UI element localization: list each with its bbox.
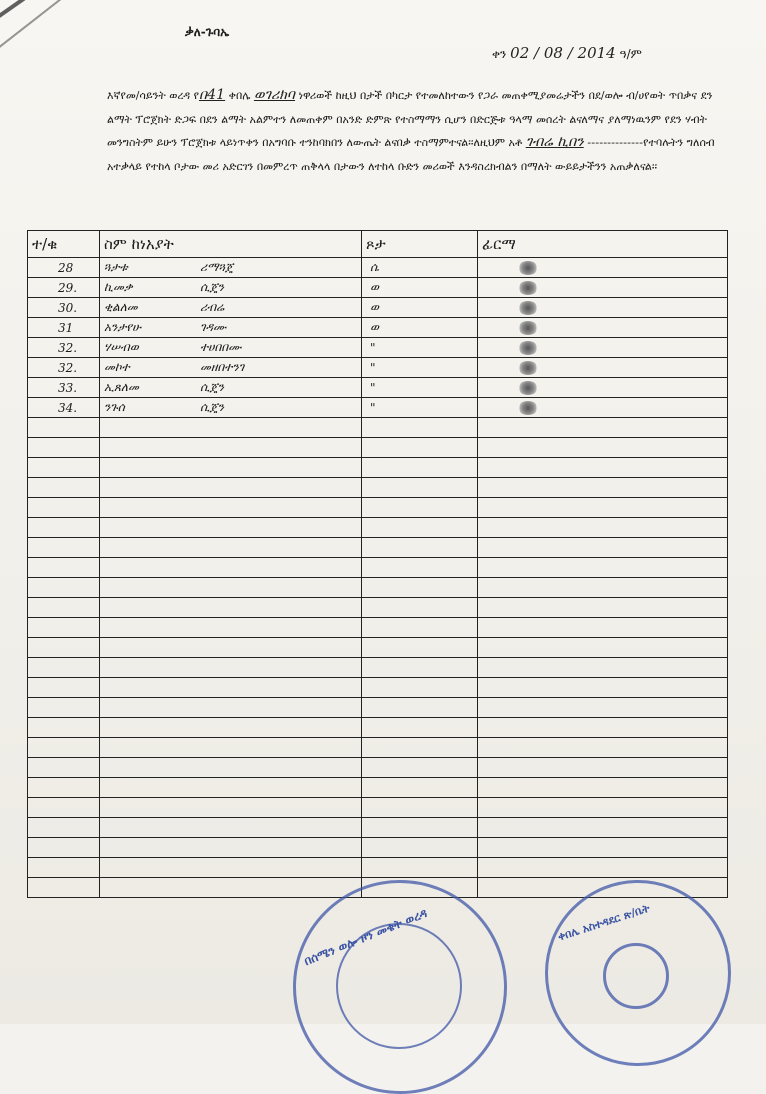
member-name [100,358,362,378]
table-row-empty [28,778,728,798]
first-name: መኮተ [104,360,130,374]
paragraph-text: --------------የተባሉትን ግለሰብ አተቃላይ የተከላ ቦታው መሪ አድርገን በመምረጥ ጠቅላላ በታውን ለተከላ ቡድን መሪወች እንዳስረክብልን በማለት ውይይታችንን አጠቃለናል፡፡ [107,136,715,173]
last-name: ሲጄን [200,380,224,394]
thumbprint-icon [518,341,538,355]
last-name: ሲጄን [200,280,224,294]
date-suffix: ዓ/ም [619,47,642,61]
table-row-empty [28,658,728,678]
thumbprint-icon [518,381,538,395]
table-row-empty [28,618,728,638]
table-row [28,338,728,358]
table-row-empty [28,418,728,438]
last-name: ሪማጓጄ [200,260,234,274]
table-row [28,398,728,418]
member-sex: " [362,378,478,398]
member-name [100,398,362,418]
signature-cell [478,298,728,318]
table-row-empty [28,818,728,838]
first-name: አንታየሁ [104,320,142,334]
signature-cell [478,398,728,418]
signature-cell [478,358,728,378]
member-name [100,278,362,298]
last-name: ገዳሙ [200,320,227,334]
document-title: ቃለ-ጉባኤ [185,25,230,39]
signature-cell [478,378,728,398]
table-row-empty [28,538,728,558]
member-sex: ወ [362,318,478,338]
paragraph-text: ቀበሌ [225,89,254,102]
member-name [100,318,362,338]
first-name: ቂልለመ [104,300,138,314]
row-number: 30. [28,298,100,318]
column-header-number: ተ/ቁ [28,231,100,258]
official-stamp-left [293,880,507,1094]
table-row-empty [28,438,728,458]
table-row-empty [28,638,728,658]
first-name: ኢጸለመ [104,380,139,394]
attendance-table [27,230,728,898]
member-sex: ወ [362,298,478,318]
stamp-left-text: በሰሜን ወሎ ዞን መቄት ወረዳ [301,905,430,969]
table-row-empty [28,698,728,718]
column-header-signature: ፊርማ [478,231,728,258]
member-sex: " [362,338,478,358]
table-row-empty [28,478,728,498]
row-number: 32. [28,338,100,358]
thumbprint-icon [518,261,538,275]
table-row [28,278,728,298]
paragraph-text: እኛየመ/ሳይንት ወረዳ የ [107,89,199,102]
member-name [100,338,362,358]
signature-cell [478,338,728,358]
thumbprint-icon [518,401,538,415]
row-number: 33. [28,378,100,398]
member-name [100,378,362,398]
member-sex: " [362,358,478,378]
table-row-empty [28,858,728,878]
signature-cell [478,258,728,278]
signature-cell [478,278,728,298]
first-name: ሃሠብወ [104,340,139,354]
first-name: ጓታቱ [104,260,128,274]
leader-name-handwritten: ገብሬ ኪበን [525,134,584,150]
thumbprint-icon [518,361,538,375]
table-row-empty [28,578,728,598]
row-number: 28 [28,258,100,278]
agreement-paragraph [107,84,737,178]
table-row-empty [28,758,728,778]
date-line [492,44,642,62]
kebele-handwritten: ወገሪክባ [253,87,296,103]
table-row-empty [28,458,728,478]
member-sex: " [362,398,478,418]
first-name: ኪመቃ [104,280,133,294]
table-header-row [28,231,728,258]
row-number: 32. [28,358,100,378]
table-row [28,378,728,398]
last-name: መዘበተንገ [200,360,245,374]
last-name: ተሀበበሙ [200,340,242,354]
table-row-empty [28,838,728,858]
table-row-empty [28,718,728,738]
table-row [28,258,728,278]
member-name [100,258,362,278]
thumbprint-icon [518,281,538,295]
paragraph-text: ነዋሪወች ከዚህ በታች በካርታ የተመለከተውን የጋራ መጠቀሚያመሬታችን በደ/ወሎ ብ/ሀየወት ጥበቃና ደን ልማት ፕሮጀክት ድጋፍ በደን ልማት አልምተን ለመጠቀም በአንድ ድምጽ የተስማማን ሲሆን በድርጅቱ ዓላማ መሰረት ልናለማና ያለማነዉንም የደን ሃብት መንግስትም ይሁን ፕሮጀክቱ ላይነጥቀን በአግባቡ ተንከባክበን ለውጤት ልናበቃ ተስማምተናል፡፡ለዚህም አቶ [107,89,713,149]
member-sex: ወ [362,278,478,298]
signature-cell [478,318,728,338]
table-row [28,318,728,338]
thumbprint-icon [518,301,538,315]
table-row-empty [28,558,728,578]
table-row-empty [28,738,728,758]
table-row-empty [28,598,728,618]
zone-handwritten: በ41 [198,87,226,103]
first-name: ንጉሰ [104,400,125,414]
table-row-empty [28,498,728,518]
date-prefix: ቀን [492,47,507,61]
last-name: ሲጄን [200,400,224,414]
member-name [100,298,362,318]
table-row [28,298,728,318]
table-row-empty [28,518,728,538]
table-row [28,358,728,378]
table-row-empty [28,798,728,818]
member-sex: ሴ [362,258,478,278]
column-header-sex: ጾታ [362,231,478,258]
thumbprint-icon [518,321,538,335]
date-value: 02 / 08 / 2014 [510,44,616,62]
row-number: 29. [28,278,100,298]
row-number: 34. [28,398,100,418]
last-name: ሪብሬ [200,300,225,314]
table-row-empty [28,678,728,698]
stamp-right-text: ቀበሌ አስተዳደር ጽ/ቤት [556,901,652,944]
column-header-name: ስም ከነአያት [100,231,362,258]
row-number: 31 [28,318,100,338]
